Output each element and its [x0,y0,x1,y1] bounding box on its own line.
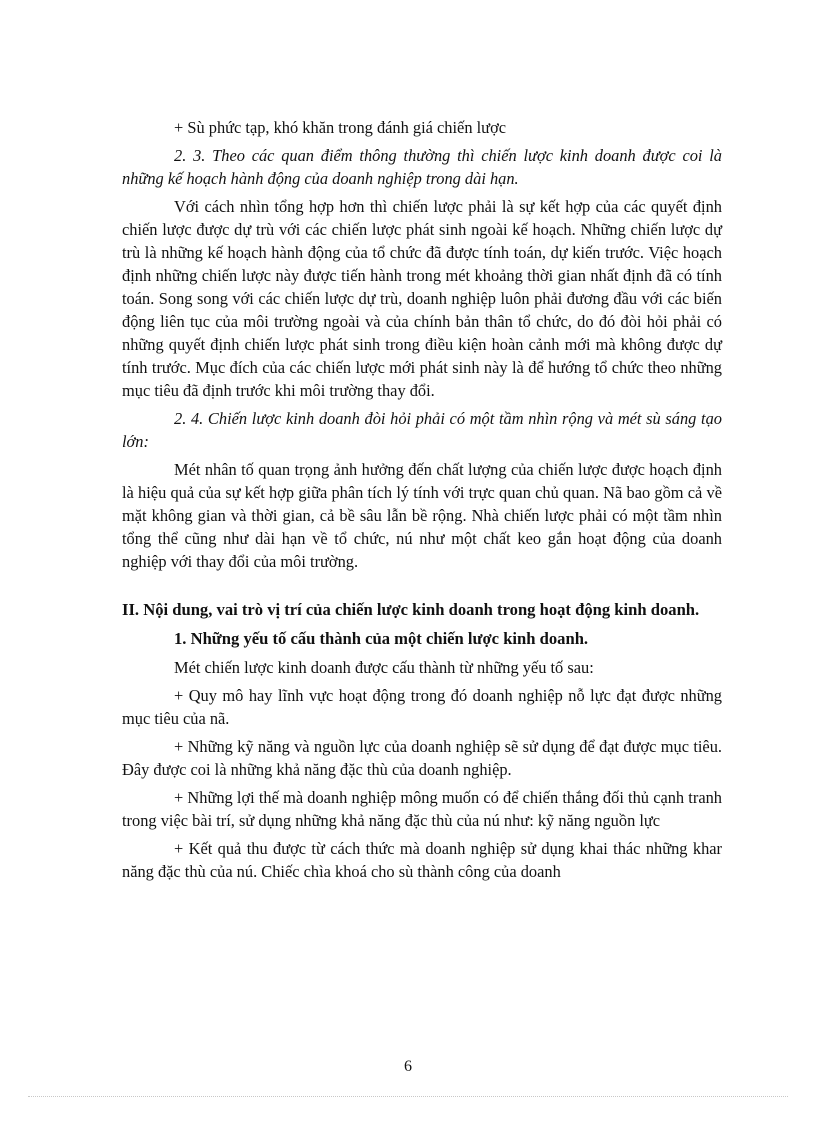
section-spacer [122,578,722,598]
subsection-heading: 1. Những yếu tố cấu thành của một chiến lược kinh doanh. [174,629,589,648]
paragraph-combined-view: Với cách nhìn tổng hợp hơn thì chiến lược phải là sự kết hợp của các quyết định chiến lược được dự trù với các chiến lược phát sinh ngoài kế hoạch. Những chiến lược dự trù là những kế hoạch hành động của tổ chức đã được tính toán, dự kiến trước. Việc hoạch định những chiến lược này được tiến hành trong mét khoảng thời gian nhất định đã có tính toán. Song song với các chiến lược dự trù, doanh nghiệp luôn phải đương đầu với các biến động liên tục của môi trường ngoài và của chính bản thân tổ chức, do đó đòi hỏi phải có những quyết định chiến lược phát sinh trong điều kiện hoàn cảnh mới mà không được dự tính trước. Mục đích của các chiến lược mới phát sinh này là để hướng tổ chức theo những mục tiêu đã định trước khi môi trường thay đổi. [122,197,722,400]
paragraph-component-scope: + Quy mô hay lĩnh vực hoạt động trong đó doanh nghiệp nỗ lực đạt được những mục tiêu của nã. [122,686,722,728]
page-body [122,116,722,888]
footer-divider [28,1096,788,1097]
paragraph-complexity: + Sù phức tạp, khó khăn trong đánh giá chiến lược [174,118,507,137]
paragraph-component-skills: + Những kỹ năng và nguồn lực của doanh nghiệp sẽ sử dụng để đạt được mục tiêu. Đây được coi là những khả năng đặc thù của doanh nghiệp. [122,737,722,779]
paragraph-component-results: + Kết quả thu được từ cách thức mà doanh nghiệp sử dụng khai thác những khar năng đặc thù của nú. Chiếc chìa khoá cho sù thành công của doanh [122,839,722,881]
paragraph-component-advantages: + Những lợi thế mà doanh nghiệp mông muốn có để chiến thắng đối thủ cạnh tranh trong việc bài trí, sử dụng những khả năng đặc thù của nú như: kỹ năng nguồn lực [122,788,722,830]
paragraph-point-2-3: 2. 3. Theo các quan điểm thông thường thì chiến lược kinh doanh được coi là những kế hoạch hành động của doanh nghiệp trong dài hạn. [122,146,722,188]
page-number: 6 [404,1058,412,1075]
section-heading: II. Nội dung, vai trò vị trí của chiến lược kinh doanh trong hoạt động kinh doanh. [122,600,700,619]
paragraph-vision: Mét nhân tố quan trọng ảnh hưởng đến chất lượng của chiến lược được hoạch định là hiệu quả của sự kết hợp giữa phân tích lý tính với trực quan chủ quan. Nã bao gồm cả về mặt không gian và thời gian, cả bề sâu lẫn bề rộng. Nhà chiến lược phải có một tầm nhìn tổng thể cũng như dài hạn về tổ chức, nú như một chất keo gắn hoạt động của doanh nghiệp với thay đổi của môi trường. [122,460,722,571]
paragraph-point-2-4: 2. 4. Chiến lược kinh doanh đòi hỏi phải có một tầm nhìn rộng và mét sù sáng tạo lớn: [122,409,722,451]
paragraph-components-intro: Mét chiến lược kinh doanh được cấu thành từ những yếu tố sau: [174,658,594,677]
